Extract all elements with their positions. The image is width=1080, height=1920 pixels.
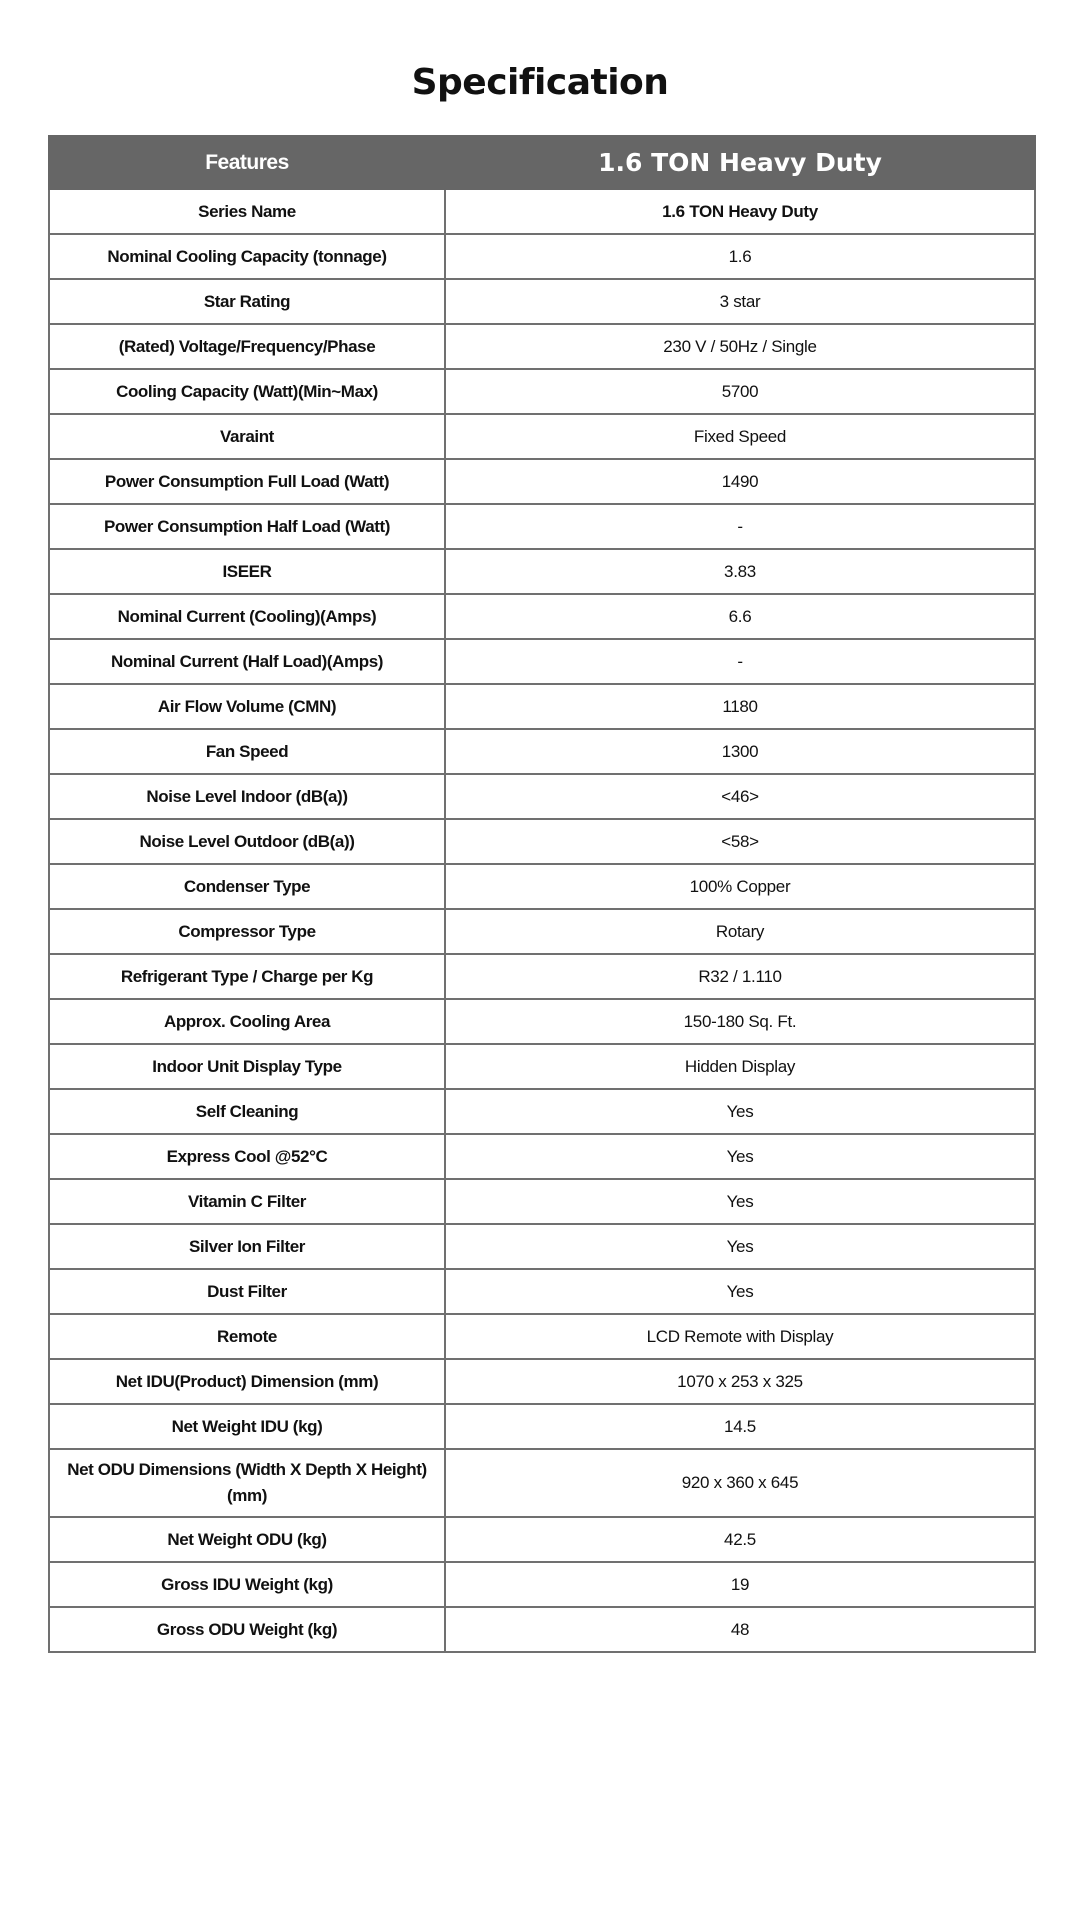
table-row xyxy=(49,1269,1035,1314)
table-row xyxy=(49,1224,1035,1269)
value-cell: 48 xyxy=(445,1607,1035,1652)
feature-cell: Refrigerant Type / Charge per Kg xyxy=(49,954,445,999)
table-row xyxy=(49,504,1035,549)
table-row xyxy=(49,1314,1035,1359)
value-cell: 6.6 xyxy=(445,594,1035,639)
feature-cell: ISEER xyxy=(49,549,445,594)
table-row xyxy=(49,324,1035,369)
value-cell: <58> xyxy=(445,819,1035,864)
table-row xyxy=(49,594,1035,639)
feature-cell: Star Rating xyxy=(49,279,445,324)
table-row xyxy=(49,639,1035,684)
table-row xyxy=(49,279,1035,324)
value-cell: 19 xyxy=(445,1562,1035,1607)
value-cell: 14.5 xyxy=(445,1404,1035,1449)
table-row xyxy=(49,999,1035,1044)
table-row xyxy=(49,819,1035,864)
table-row xyxy=(49,1359,1035,1404)
value-cell: Yes xyxy=(445,1269,1035,1314)
feature-cell: Nominal Cooling Capacity (tonnage) xyxy=(49,234,445,279)
feature-cell: Noise Level Indoor (dB(a)) xyxy=(49,774,445,819)
feature-cell: Power Consumption Full Load (Watt) xyxy=(49,459,445,504)
value-cell: R32 / 1.110 xyxy=(445,954,1035,999)
feature-cell: Gross ODU Weight (kg) xyxy=(49,1607,445,1652)
value-cell: <46> xyxy=(445,774,1035,819)
specification-table xyxy=(48,135,1036,1653)
table-row xyxy=(49,729,1035,774)
value-cell: 3 star xyxy=(445,279,1035,324)
value-cell: 230 V / 50Hz / Single xyxy=(445,324,1035,369)
header-features: Features xyxy=(49,136,445,189)
value-cell: 42.5 xyxy=(445,1517,1035,1562)
feature-cell: Indoor Unit Display Type xyxy=(49,1044,445,1089)
table-row xyxy=(49,1562,1035,1607)
feature-cell: Express Cool @52°C xyxy=(49,1134,445,1179)
table-row xyxy=(49,774,1035,819)
value-cell: 1300 xyxy=(445,729,1035,774)
feature-cell: Air Flow Volume (CMN) xyxy=(49,684,445,729)
table-row xyxy=(49,1089,1035,1134)
feature-cell: Condenser Type xyxy=(49,864,445,909)
value-cell: 1070 x 253 x 325 xyxy=(445,1359,1035,1404)
feature-cell: Series Name xyxy=(49,189,445,234)
feature-cell: Self Cleaning xyxy=(49,1089,445,1134)
value-cell: - xyxy=(445,504,1035,549)
feature-cell: Nominal Current (Cooling)(Amps) xyxy=(49,594,445,639)
value-cell: 150-180 Sq. Ft. xyxy=(445,999,1035,1044)
table-row xyxy=(49,234,1035,279)
page-title: Specification xyxy=(411,62,669,103)
table-row xyxy=(49,1404,1035,1449)
feature-cell: Varaint xyxy=(49,414,445,459)
feature-cell: Power Consumption Half Load (Watt) xyxy=(49,504,445,549)
value-cell: 920 x 360 x 645 xyxy=(445,1449,1035,1517)
table-row xyxy=(49,1179,1035,1224)
value-cell: 3.83 xyxy=(445,549,1035,594)
feature-cell: Vitamin C Filter xyxy=(49,1179,445,1224)
feature-cell: Gross IDU Weight (kg) xyxy=(49,1562,445,1607)
value-cell: 1.6 TON Heavy Duty xyxy=(445,189,1035,234)
feature-cell: Compressor Type xyxy=(49,909,445,954)
feature-cell: Approx. Cooling Area xyxy=(49,999,445,1044)
table-row xyxy=(49,1134,1035,1179)
value-cell: Yes xyxy=(445,1089,1035,1134)
feature-cell: Net ODU Dimensions (Width X Depth X Height) (mm) xyxy=(49,1449,445,1517)
feature-cell: Silver Ion Filter xyxy=(49,1224,445,1269)
table-row xyxy=(49,1607,1035,1652)
feature-cell: Net Weight ODU (kg) xyxy=(49,1517,445,1562)
value-cell: Yes xyxy=(445,1134,1035,1179)
table-row xyxy=(49,414,1035,459)
feature-cell: Net Weight IDU (kg) xyxy=(49,1404,445,1449)
value-cell: 1490 xyxy=(445,459,1035,504)
value-cell: 1.6 xyxy=(445,234,1035,279)
feature-cell: Cooling Capacity (Watt)(Min~Max) xyxy=(49,369,445,414)
value-cell: - xyxy=(445,639,1035,684)
feature-cell: Noise Level Outdoor (dB(a)) xyxy=(49,819,445,864)
table-row xyxy=(49,909,1035,954)
table-row xyxy=(49,549,1035,594)
value-cell: Yes xyxy=(445,1179,1035,1224)
value-cell: LCD Remote with Display xyxy=(445,1314,1035,1359)
table-header-row xyxy=(49,136,1035,189)
feature-cell: Net IDU(Product) Dimension (mm) xyxy=(49,1359,445,1404)
table-row xyxy=(49,1517,1035,1562)
table-row xyxy=(49,189,1035,234)
feature-cell: Fan Speed xyxy=(49,729,445,774)
table-row xyxy=(49,864,1035,909)
value-cell: 5700 xyxy=(445,369,1035,414)
feature-cell: Nominal Current (Half Load)(Amps) xyxy=(49,639,445,684)
table-row xyxy=(49,954,1035,999)
table-row xyxy=(49,369,1035,414)
table-row xyxy=(49,459,1035,504)
feature-cell: (Rated) Voltage/Frequency/Phase xyxy=(49,324,445,369)
value-cell: 100% Copper xyxy=(445,864,1035,909)
feature-cell: Dust Filter xyxy=(49,1269,445,1314)
value-cell: Fixed Speed xyxy=(445,414,1035,459)
header-model: 1.6 TON Heavy Duty xyxy=(445,136,1035,189)
table-row xyxy=(49,684,1035,729)
value-cell: 1180 xyxy=(445,684,1035,729)
table-row xyxy=(49,1449,1035,1517)
value-cell: Rotary xyxy=(445,909,1035,954)
table-row xyxy=(49,1044,1035,1089)
feature-cell: Remote xyxy=(49,1314,445,1359)
value-cell: Hidden Display xyxy=(445,1044,1035,1089)
value-cell: Yes xyxy=(445,1224,1035,1269)
